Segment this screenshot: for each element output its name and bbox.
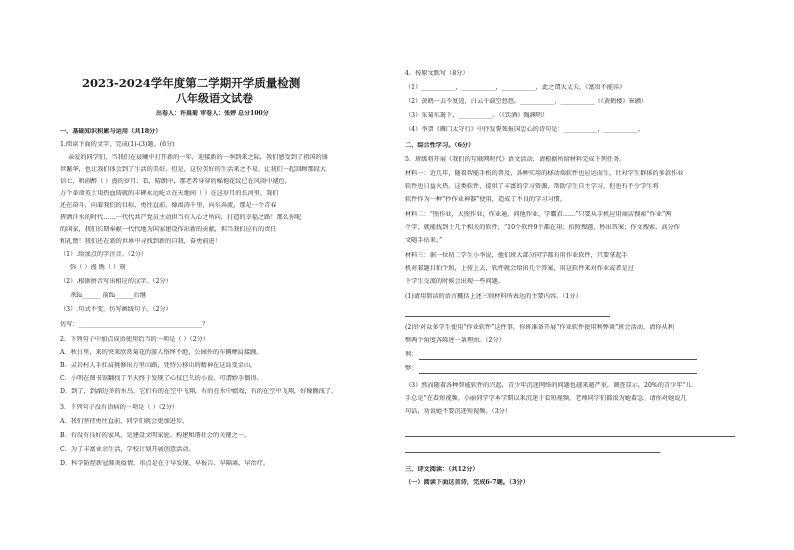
answer-line[interactable] bbox=[405, 452, 660, 453]
q4-line-3[interactable]: （3）采菊东篱下，___________。（《饮酒》陶渊明） bbox=[405, 112, 549, 119]
q3-option-b[interactable]: B．有没有良好的家风，是建设文明家庭、构建和谐社会的关键之一。 bbox=[60, 432, 251, 439]
q5-stem: 5．班级将开展《我们的互联网时代》语文活动，请根据所给材料完成下列任务。 bbox=[405, 156, 626, 163]
q1-part2: （2）.根据拼音写出相应的汉字。（2分） bbox=[60, 278, 172, 285]
exam-subtitle: 八年级语文试卷 bbox=[176, 92, 253, 105]
q5-part2-li-label: 利： bbox=[405, 351, 418, 358]
material-1-line: 材料一：近几年，随着智能手机的普及，各种实用的移动端软件也应运而生，针对学生群体的多款作业 bbox=[405, 170, 684, 177]
q5-part3-line: 句话，劝说她不要沉迷短视频。（3分） bbox=[405, 408, 512, 415]
q4-line-2[interactable]: （2）黄鹤一去不复返，白云千载空悠悠。___________，___________（《黄鹤楼》崔颢） bbox=[405, 98, 648, 105]
q1-part3: （3）.句式不变，仿写画线句子。（2分） bbox=[60, 306, 172, 313]
q3-option-d[interactable]: D．科学防控新冠肺炎疫情，重点是在于早发现、早报告、早隔离、早治疗。 bbox=[60, 460, 270, 467]
q3-option-a[interactable]: A．我们坚持勇往直前，同学们就会更加进步。 bbox=[60, 418, 189, 425]
passage-line: 和礼赞！我们还在新的世界中寻找到新的自我，奋勇前进！ bbox=[60, 238, 221, 245]
passage-line: 世繁华，也让我们体会到了生活的美好。但是，这份美好的生活来之不易，让我们一起回顾那段大 bbox=[60, 166, 327, 173]
passage-line: 挥洒汗水的时代……一代代共产党员主动担当有人心之所向，打造的幸福之路！那么你呢 bbox=[60, 214, 302, 221]
material-1-line: 软件也日益火热。这类软件，提供了丰富的学习资源，帮助学生自主学习，但也有不少学生将 bbox=[405, 183, 659, 190]
passage-line: 信七，哄闹醉（ ）漫的岁月；看，晴朗中，那老者身穿的棉袍花纹已在风雨中褪色， bbox=[60, 178, 291, 185]
material-2-line: 材料二：“照作业，大照作业，作业通、问他作业，学霸君……”只要从手机应用商店搜索“作业”两 bbox=[405, 211, 672, 218]
q5-part1: (1)请用简洁的语言概括上述三则材料所表达的主要内容。（1分） bbox=[405, 293, 582, 300]
material-1-line: 软件作为一种“抄作业神器”使用，造成了不良的学习习惯。 bbox=[405, 196, 567, 203]
section-2-heading: 二、综合性学习。（6分） bbox=[405, 142, 475, 149]
material-3-line: 材料三：据一位初二学生小李说，他们班大部分同学都有用作业软件，只要拿起手 bbox=[405, 252, 628, 259]
q1-part3-answer[interactable]: 仿写：________________________________________？ bbox=[60, 321, 209, 328]
q3-stem: 3．下列句子没有语病的一项是（ ）（2分） bbox=[60, 404, 179, 411]
exam-meta: 出卷人：许晨菊 审卷人：张婷 总分100分 bbox=[156, 110, 269, 117]
q4-line-1[interactable]: （1）___________，___________，___________，此之谓大丈夫。《富贵不能淫》 bbox=[405, 84, 626, 91]
material-2-line: 个字，就能找到十几个相关的软件，“10个软件9个都在用：拍照搜题，秒出答案；作文搜索，高分作 bbox=[405, 224, 680, 231]
q1-intro: 1.阅读下面的文字，完成(1)-(3)题。(6分) bbox=[60, 141, 175, 148]
passage-line: 亲爱的同学们，当我们在晨曦中打开新的一年，迎接新的一季到来之际，我们感受到了祖国的盛 bbox=[68, 154, 328, 161]
q5-part2-line: (2)针对众多学生使用“作业软件”这件事，你班准备开展“作业软件使用利弊谈”班会活动，请你从利 bbox=[405, 324, 674, 331]
passage-line: 万个革命英士用热血铸就的丰碑永远屹立在天地间（ ）在这岁月的长河里，我们 bbox=[60, 190, 279, 197]
q1-part1-items: 弥（ ）漫 镌（ ）刻 bbox=[70, 264, 126, 271]
q4-line-4[interactable]: （4）李贺《雁门太守行》中抒发誓死报国忠心的诗句是：___________，___________。 bbox=[405, 126, 645, 133]
poem-subheading: （一）阅读下面这首诗，完成6-7题。（3分） bbox=[405, 479, 529, 486]
section-1-heading: 一、基础知识积累与运用（共18分） bbox=[60, 128, 162, 135]
section-3-heading: 三、诗文阅读：（共12分） bbox=[405, 466, 479, 473]
material-3-line: 机对着题目拍个照，上传上去，软件就会给出几个答案，用这软件来对作业或者是过 bbox=[405, 265, 634, 272]
answer-line[interactable] bbox=[405, 436, 735, 437]
answer-line-bi[interactable] bbox=[419, 373, 697, 374]
answer-line-li[interactable] bbox=[419, 359, 697, 360]
q2-option-b[interactable]: B．灵岩村人手扛肩挑修出万里山路，凭恃公移山的精神在这岛变金山。 bbox=[60, 362, 257, 369]
q2-option-d[interactable]: D．到了，到湖边冬的水鸟，它们有的在空中飞翔，有的在水中嬉戏，有的在空中飞翔，好像搁浅了。 bbox=[60, 388, 338, 395]
passage-line: 的国家，我们长期奉献一代代地为国家建设作出新的贡献，担当我们应有的责任 bbox=[60, 226, 277, 233]
material-2-line: 文随手拈来。” bbox=[405, 237, 443, 244]
exam-title: 2023-2024学年度第二学期开学质量检测 bbox=[82, 76, 301, 90]
q2-stem: 2．下列句子中加点成语使用恰当的一项是（ ）（2分） bbox=[60, 336, 210, 343]
q1-part1: （1）.给加点的字注音。（2分） bbox=[60, 251, 148, 258]
q5-part3-line: （3）然而随着各种智能软件的兴起，青少年沉迷网络的问题也越来越严重，调查显示，20%的青少年“儿 bbox=[405, 382, 692, 389]
q2-option-c[interactable]: C．小明在图书馆翻找了半天终于发现了心仪已久的小说，可谓妙手偶得。 bbox=[60, 375, 263, 382]
q3-option-c[interactable]: C．为了丰富业余生活，学校计划开展创意活动。 bbox=[60, 446, 195, 453]
passage-line: 还在奋斗，向着我们的目标，勇往直前，像洪涛千里，向东奔流，那是一个青春 bbox=[60, 202, 277, 209]
q1-part2-items: 杀lù______ 前fù______后继 bbox=[70, 292, 147, 299]
material-3-line: 下学生交流的时候会出现一些问题。 bbox=[405, 278, 504, 285]
answer-line[interactable] bbox=[405, 316, 610, 317]
q5-part2-bi-label: 弊： bbox=[405, 365, 418, 372]
q2-option-a[interactable]: A．秋日里，来的突来欣赏菊花的游人络绎不绝，公园外的车辆摩肩接踵。 bbox=[60, 349, 263, 356]
q4-stem: 4．按原文默写（8分） bbox=[405, 70, 469, 77]
q5-part3-line: 手总是”在看短视频。小丽同学学本学期以来沉迷于看短视频，老师同学们都很为她着急。请你对她说几 bbox=[405, 395, 687, 402]
q5-part2-line: 弊两个角度各陈述一条理由。（2分） bbox=[405, 337, 505, 344]
